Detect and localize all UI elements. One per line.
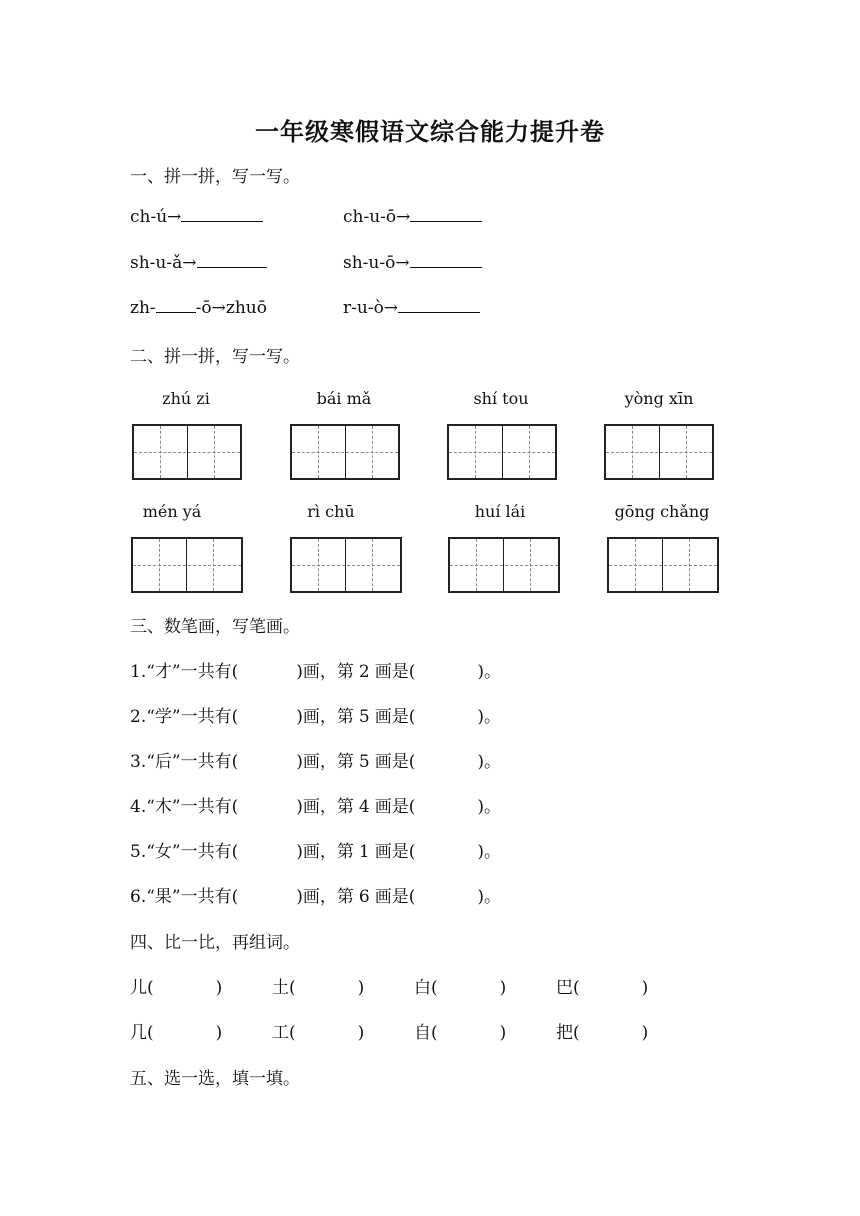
s1-item-1 <box>130 207 263 227</box>
writing-grid[interactable] <box>604 424 714 480</box>
page-title: 一年级寒假语文综合能力提升卷 <box>255 117 605 146</box>
s4-item-6 <box>272 1018 364 1043</box>
s3-item-char: “女” <box>146 842 181 862</box>
s3-stroke-index: 5 <box>358 707 370 727</box>
s4-paren-close: ) <box>357 1023 365 1043</box>
s3-item-char: “木” <box>146 797 181 817</box>
s3-text-which: )画，第 <box>296 662 354 682</box>
pinyin-label: rì chū <box>307 502 355 521</box>
pinyin-label: yòng xīn <box>624 389 694 408</box>
s1-item-2-blank[interactable] <box>410 207 482 222</box>
s3-text-which: )画，第 <box>296 842 354 862</box>
s1-item-5-prefix: zh- <box>130 298 156 318</box>
section-1-heading: 一、拼一拼，写一写。 <box>130 167 300 187</box>
s3-text-stroke: 画是( <box>374 662 416 682</box>
s3-item-number: 6. <box>130 887 147 907</box>
s3-text-end: )。 <box>477 842 502 862</box>
s3-text-end: )。 <box>477 752 502 772</box>
s3-item-char: “才” <box>146 662 181 682</box>
s3-item-number: 4. <box>130 797 147 817</box>
writing-grid[interactable] <box>131 537 243 593</box>
s3-text-which: )画，第 <box>296 752 354 772</box>
s3-text-total: 一共有( <box>180 887 239 907</box>
s3-text-stroke: 画是( <box>374 752 416 772</box>
s3-item-number: 2. <box>130 707 147 727</box>
s4-item-7 <box>414 1018 506 1043</box>
s4-item-4 <box>556 973 648 998</box>
s1-item-3 <box>130 253 267 273</box>
s3-text-stroke: 画是( <box>374 707 416 727</box>
s1-item-6 <box>343 298 480 318</box>
s3-text-end: )。 <box>477 797 502 817</box>
s3-stroke-index: 1 <box>358 842 370 862</box>
s3-text-total: 一共有( <box>180 842 239 862</box>
pinyin-label: zhú zi <box>162 389 210 408</box>
s3-item <box>130 657 501 682</box>
s3-item <box>130 882 501 907</box>
writing-grid[interactable] <box>290 537 402 593</box>
s4-item-char: 土( <box>272 978 296 998</box>
s1-item-2-prefix: ch-u-ō→ <box>343 207 411 227</box>
s3-item-number: 1. <box>130 662 147 682</box>
s3-text-stroke: 画是( <box>374 887 416 907</box>
s1-item-4-prefix: sh-u-ō→ <box>343 253 410 273</box>
s3-item <box>130 792 501 817</box>
s4-item-char: 白( <box>414 978 438 998</box>
s1-item-3-prefix: sh-u-ǎ→ <box>130 253 197 273</box>
s4-item-char: 自( <box>414 1023 438 1043</box>
pinyin-label: huí lái <box>474 502 526 521</box>
s3-text-end: )。 <box>477 662 502 682</box>
writing-grid[interactable] <box>290 424 400 480</box>
s3-text-total: 一共有( <box>180 707 239 727</box>
s4-item-char: 巴( <box>556 978 580 998</box>
s3-item <box>130 837 501 862</box>
s3-text-stroke: 画是( <box>374 842 416 862</box>
s3-text-total: 一共有( <box>180 797 239 817</box>
s3-text-total: 一共有( <box>180 752 239 772</box>
s4-item-char: 工( <box>272 1023 296 1043</box>
s4-item-2 <box>272 973 364 998</box>
s4-item-char: 把( <box>556 1023 580 1043</box>
writing-grid[interactable] <box>447 424 557 480</box>
s1-item-4 <box>343 253 482 273</box>
s3-stroke-index: 2 <box>358 662 370 682</box>
s3-item-number: 3. <box>130 752 147 772</box>
s1-item-2 <box>343 207 482 227</box>
s3-item <box>130 702 501 727</box>
s4-paren-close: ) <box>357 978 365 998</box>
s1-item-5 <box>130 298 267 318</box>
s1-item-4-blank[interactable] <box>410 253 482 268</box>
s4-paren-close: ) <box>215 1023 223 1043</box>
s1-item-1-prefix: ch-ú→ <box>130 207 182 227</box>
s3-item <box>130 747 501 772</box>
s3-text-which: )画，第 <box>296 797 354 817</box>
s3-stroke-index: 4 <box>358 797 370 817</box>
s3-stroke-index: 6 <box>358 887 370 907</box>
s4-paren-close: ) <box>499 1023 507 1043</box>
pinyin-label: bái mǎ <box>316 389 372 408</box>
writing-grid[interactable] <box>132 424 242 480</box>
s3-item-char: “果” <box>146 887 181 907</box>
section-4-heading: 四、比一比，再组词。 <box>130 933 300 953</box>
s4-item-char: 儿( <box>130 978 154 998</box>
section-2-heading: 二、拼一拼，写一写。 <box>130 347 300 367</box>
s3-text-total: 一共有( <box>180 662 239 682</box>
s3-text-stroke: 画是( <box>374 797 416 817</box>
s4-paren-close: ) <box>215 978 223 998</box>
s3-text-end: )。 <box>477 887 502 907</box>
s1-item-5-blank[interactable] <box>156 298 196 313</box>
s3-item-number: 5. <box>130 842 147 862</box>
pinyin-label: gōng chǎng <box>614 502 710 521</box>
writing-grid[interactable] <box>448 537 560 593</box>
s3-stroke-index: 5 <box>358 752 370 772</box>
s4-paren-close: ) <box>499 978 507 998</box>
s3-text-end: )。 <box>477 707 502 727</box>
s4-item-1 <box>130 973 222 998</box>
s1-item-5-suffix: -ō→zhuō <box>195 298 267 318</box>
s3-text-which: )画，第 <box>296 887 354 907</box>
s1-item-6-blank[interactable] <box>398 298 480 313</box>
s4-paren-close: ) <box>641 978 649 998</box>
s4-paren-close: ) <box>641 1023 649 1043</box>
s4-item-3 <box>414 973 506 998</box>
pinyin-label: mén yá <box>142 502 202 521</box>
s1-item-1-blank[interactable] <box>181 207 263 222</box>
s3-item-char: “学” <box>146 707 181 727</box>
writing-grid[interactable] <box>607 537 719 593</box>
s4-item-8 <box>556 1018 648 1043</box>
s4-item-5 <box>130 1018 222 1043</box>
section-3-heading: 三、数笔画，写笔画。 <box>130 617 300 637</box>
s1-item-3-blank[interactable] <box>197 253 267 268</box>
pinyin-label: shí tou <box>473 389 529 408</box>
s3-text-which: )画，第 <box>296 707 354 727</box>
s4-item-char: 几( <box>130 1023 154 1043</box>
section-5-heading: 五、选一选，填一填。 <box>130 1069 300 1089</box>
s1-item-6-prefix: r-u-ò→ <box>343 298 399 318</box>
s3-item-char: “后” <box>146 752 181 772</box>
